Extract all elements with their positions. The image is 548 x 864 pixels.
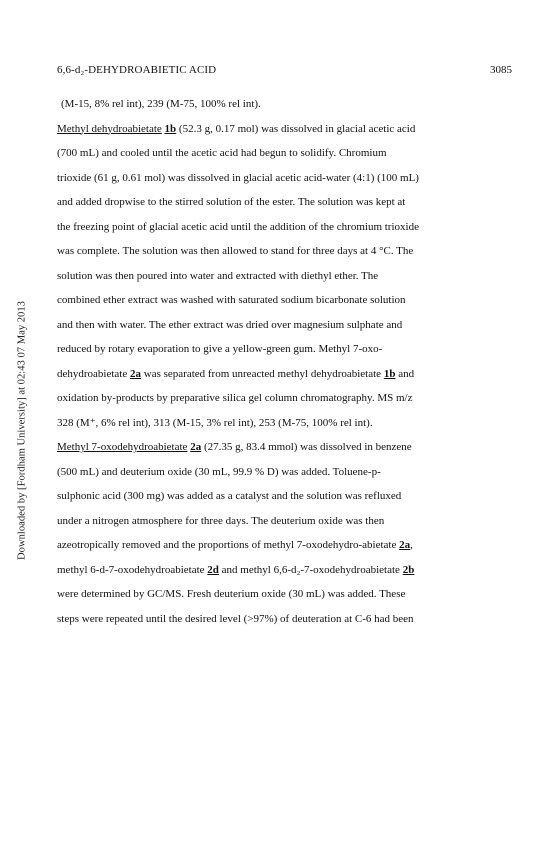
text-line: (500 mL) and deuterium oxide (30 mL, 99.9 % D) was added. Toluene-p- — [57, 465, 381, 478]
text-line: sulphonic acid (300 mg) was added as a catalyst and the solution was refluxed — [57, 490, 402, 502]
text-line: combined ether extract was washed with saturated sodium bicarbonate solution — [57, 294, 406, 306]
compound-ref: 1b — [383, 367, 396, 380]
text-line: and then with water. The ether extract was dried over magnesium sulphate and — [57, 318, 403, 331]
text-line: methyl 6-d-7-oxodehydroabietate 2d and methyl 6,6-d₂-7-oxodehydroabietate 2b — [57, 563, 415, 576]
text-line: steps were repeated until the desired level (>97%) of deuteration at C-6 had been — [57, 612, 414, 625]
compound-name: Methyl dehydroabietate — [57, 122, 162, 135]
text-line: (700 mL) and cooled until the acetic acid had begun to solidify. Chromium — [57, 147, 387, 159]
text-line: 328 (M⁺, 6% rel int), 313 (M-15, 3% rel int), 253 (M-75, 100% rel int). — [57, 416, 373, 429]
text-line: under a nitrogen atmosphere for three days. The deuterium oxide was then — [57, 514, 385, 527]
text-line: Methyl dehydroabietate 1b (52.3 g, 0.17 mol) was dissolved in glacial acetic acid — [57, 122, 416, 135]
text-line: (M-15, 8% rel int), 239 (M-75, 100% rel int). — [61, 98, 261, 110]
text-line: solution was then poured into water and extracted with diethyl ether. The — [57, 269, 379, 282]
compound-ref: 2b — [402, 563, 415, 576]
compound-ref: 1b — [164, 122, 177, 135]
text-line: and added dropwise to the stirred solution of the ester. The solution was kept at — [57, 196, 406, 208]
running-header — [57, 64, 512, 76]
compound-ref: 2a — [190, 441, 202, 453]
page-number: 3085 — [490, 64, 512, 76]
text-line: dehydroabietate 2a was separated from unreacted methyl dehydroabietate 1b and — [57, 367, 415, 380]
text-line: reduced by rotary evaporation to give a yellow-green gum. Methyl 7-oxo- — [57, 343, 383, 355]
compound-ref: 2a — [399, 539, 411, 551]
text-line: was complete. The solution was then allowed to stand for three days at 4 °C. The — [57, 245, 414, 257]
text-line: azeotropically removed and the proportions of methyl 7-oxodehydro-abietate 2a, — [57, 539, 413, 551]
text-line: trioxide (61 g, 0.61 mol) was dissolved in glacial acetic acid-water (4:1) (100 mL) — [57, 171, 419, 184]
text-line: were determined by GC/MS. Fresh deuterium oxide (30 mL) was added. These — [57, 588, 406, 600]
compound-ref: 2a — [130, 367, 141, 380]
text-line: Methyl 7-oxodehydroabietate 2a (27.35 g, 83.4 mmol) was dissolved in benzene — [57, 441, 412, 453]
download-watermark: Downloaded by [Fordham University] at 02:43 07 May 2013 — [16, 301, 28, 560]
text-line: oxidation by-products by preparative silica gel column chromatography. MS m/z — [57, 392, 413, 404]
compound-ref: 2d — [207, 563, 219, 576]
running-header-title: 6,6-d₂-DEHYDROABIETIC ACID — [57, 64, 217, 76]
compound-name: Methyl 7-oxodehydroabietate — [57, 441, 188, 453]
text-line: the freezing point of glacial acetic acid until the addition of the chromium trioxide — [57, 220, 419, 233]
body-text — [57, 92, 517, 631]
